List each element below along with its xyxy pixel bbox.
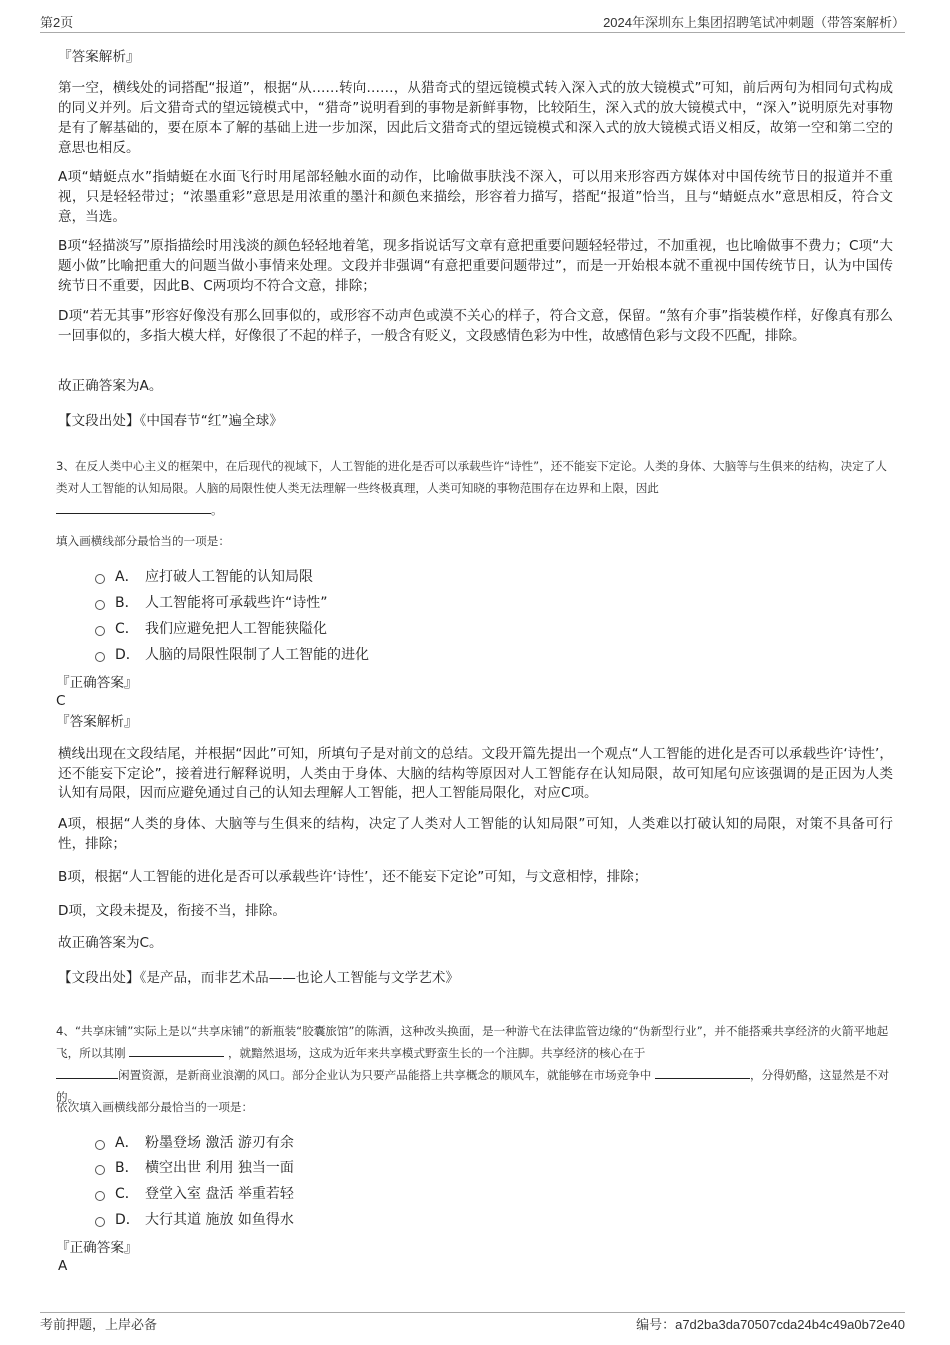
analysis-label: 『答案解析』 xyxy=(56,714,138,730)
analysis-paragraph: A项“蜻蜓点水”指蜻蜓在水面飞行时用尾部轻触水面的动作，比喻做事肤浅不深入，可以用来形容西方媒体对中国传统节日的报道并不重视，只是轻轻带过；“浓墨重彩”意思是用浓重的墨汁和颜色来描绘，形容着力描写，搭配“报道”恰当，且与“蜻蜓点水”意思相反，符合文意，当选。 xyxy=(58,169,893,225)
radio-icon[interactable] xyxy=(95,1165,105,1175)
option-text: 应打破人工智能的认知局限 xyxy=(145,569,313,585)
option-text: 人工智能将可承载些许“诗性” xyxy=(145,595,328,611)
answer-blank xyxy=(129,1042,224,1057)
correct-answer: C xyxy=(56,693,66,709)
footer-slogan: 考前押题，上岸必备 xyxy=(40,1317,158,1332)
question-text: 闲置资源，是新商业浪潮的风口。部分企业认为只要产品能搭上共享概念的顺风车，就能够在市场竞争中 xyxy=(118,1068,652,1082)
question-text: ，就黯然退场，这成为近年来共享模式野蛮生长的一个注脚。共享经济的核心在于 xyxy=(227,1046,646,1060)
analysis-paragraph: B项，根据“人工智能的进化是否可以承载些许‘诗性’，还不能妄下定论”可知，与文意相悖，排除； xyxy=(58,869,648,885)
document-id: 编号：a7d2ba3da70507cda24b4c49a0b72e40 xyxy=(636,1317,905,1332)
radio-icon[interactable] xyxy=(95,626,105,636)
document-title: 2024年深圳东上集团招聘笔试冲刺题（带答案解析） xyxy=(603,15,905,30)
option-a[interactable] xyxy=(95,1133,294,1153)
analysis-label: 『答案解析』 xyxy=(58,49,140,65)
footer-divider xyxy=(40,1312,905,1313)
option-text: 粉墨登场 激活 游刃有余 xyxy=(145,1135,294,1151)
answer-blank xyxy=(655,1064,750,1079)
page-number: 第2页 xyxy=(40,15,74,30)
option-letter: A． xyxy=(115,569,139,585)
analysis-paragraph: B项“轻描淡写”原指描绘时用浅淡的颜色轻轻地着笔，现多指说话写文章有意把重要问题轻轻带过，不加重视，也比喻做事不费力；C项“大题小做”比喻把重大的问题当做小事情来处理。文段并非强调“有意把重要问题带过”，而是一开始根本就不重视中国传统节日，认为中国传统节日不重要，因此B、C两项均不符合文意，排除； xyxy=(58,238,893,294)
option-d[interactable] xyxy=(95,645,369,665)
option-letter: C． xyxy=(115,1186,139,1202)
option-letter: D． xyxy=(115,1212,140,1228)
analysis-paragraph: 横线出现在文段结尾，并根据“因此”可知，所填句子是对前文的总结。文段开篇先提出一个观点“人工智能的进化是否可以承载些许‘诗性’，还不能妄下定论”，接着进行解释说明，人类由于身体、大脑的结构等原因对人工智能存在认知局限，故可知尾句应该强调的是正因为人类认知有局限，因而应避免通过自己的认知去理解人工智能，把人工智能局限化，对应C项。 xyxy=(58,746,893,801)
question-prompt: 填入画横线部分最恰当的一项是： xyxy=(56,534,230,548)
radio-icon[interactable] xyxy=(95,1191,105,1201)
option-c[interactable] xyxy=(95,1184,294,1204)
correct-answer: A xyxy=(58,1258,68,1274)
stem-end: 。 xyxy=(211,503,223,517)
answer-blank xyxy=(56,1064,118,1079)
option-text: 横空出世 利用 独当一面 xyxy=(145,1160,294,1176)
radio-icon[interactable] xyxy=(95,1140,105,1150)
option-letter: A． xyxy=(115,1135,139,1151)
conclusion: 故正确答案为C。 xyxy=(58,935,163,951)
source-citation: 【文段出处】《中国春节“红”遍全球》 xyxy=(58,413,283,429)
question-text: 4、“共享床铺”实际上是以“共享床铺”的新瓶装“胶囊旅馆”的陈酒，这种改头换面，是一种游弋在法律监管边缘的“伪新型行业”，并不能搭乘共享经济的火箭平地起飞，所以其刚 xyxy=(56,1024,889,1060)
option-text: 大行其道 施放 如鱼得水 xyxy=(145,1212,294,1228)
radio-icon[interactable] xyxy=(95,600,105,610)
option-b[interactable] xyxy=(95,1158,294,1178)
option-letter: D． xyxy=(115,647,140,663)
analysis-paragraph: D项“若无其事”形容好像没有那么回事似的，或形容不动声色或漠不关心的样子，符合文意，保留。“煞有介事”指装模作样，好像真有那么一回事似的，多指大模大样，好像很了不起的样子，一般含有贬义，文段感情色彩为中性，故感情色彩与文段不匹配，排除。 xyxy=(58,308,893,344)
question-3-stem xyxy=(56,455,896,521)
option-letter: B． xyxy=(115,595,139,611)
source-citation: 【文段出处】《是产品，而非艺术品——也论人工智能与文学艺术》 xyxy=(58,970,460,986)
analysis-paragraph: A项，根据“人类的身体、大脑等与生俱来的结构，决定了人类对人工智能的认知局限”可知，人类难以打破认知的局限，对策不具备可行性，排除； xyxy=(58,816,893,852)
header-divider xyxy=(40,32,905,33)
answer-blank xyxy=(56,499,211,514)
option-text: 登堂入室 盘活 举重若轻 xyxy=(145,1186,294,1202)
question-text: ，分得奶酪，这显然是不对的。 xyxy=(56,1068,890,1104)
analysis-paragraph: D项，文段未提及，衔接不当，排除。 xyxy=(58,903,286,919)
option-letter: C． xyxy=(115,621,139,637)
question-prompt: 依次填入画横线部分最恰当的一项是： xyxy=(56,1100,254,1114)
question-text: 3、在反人类中心主义的框架中，在后现代的视域下，人工智能的进化是否可以承载些许“诗性”，还不能妄下定论。人类的身体、大脑等与生俱来的结构，决定了人类对人工智能的认知局限。人脑的局限性使人类无法理解一些终极真理，人类可知晓的事物范围存在边界和上限，因此 xyxy=(56,459,887,495)
option-c[interactable] xyxy=(95,619,327,639)
question-4-stem xyxy=(56,1020,896,1108)
conclusion: 故正确答案为A。 xyxy=(58,378,163,394)
radio-icon[interactable] xyxy=(95,574,105,584)
analysis-paragraph: 第一空，横线处的词搭配“报道”，根据“从……转向……，从猎奇式的望远镜模式转入深入式的放大镜模式”可知，前后两句为相同句式构成的同义并列。后文猎奇式的望远镜模式中，“猎奇”说明看到的事物是新鲜事物，比较陌生，深入式的放大镜模式中，“深入”说明原先对事物是有了解基础的，要在原本了解的基础上进一步加深，因此后文猎奇式的望远镜模式和深入式的放大镜模式语义相反，故第一空和第二空的意思也相反。 xyxy=(58,80,893,156)
correct-answer-label: 『正确答案』 xyxy=(56,1240,138,1256)
radio-icon[interactable] xyxy=(95,652,105,662)
option-b[interactable] xyxy=(95,593,328,613)
radio-icon[interactable] xyxy=(95,1217,105,1227)
option-d[interactable] xyxy=(95,1210,294,1230)
correct-answer-label: 『正确答案』 xyxy=(56,675,138,691)
option-text: 我们应避免把人工智能狭隘化 xyxy=(145,621,327,637)
option-letter: B． xyxy=(115,1160,139,1176)
option-text: 人脑的局限性限制了人工智能的进化 xyxy=(145,647,369,663)
option-a[interactable] xyxy=(95,567,313,587)
